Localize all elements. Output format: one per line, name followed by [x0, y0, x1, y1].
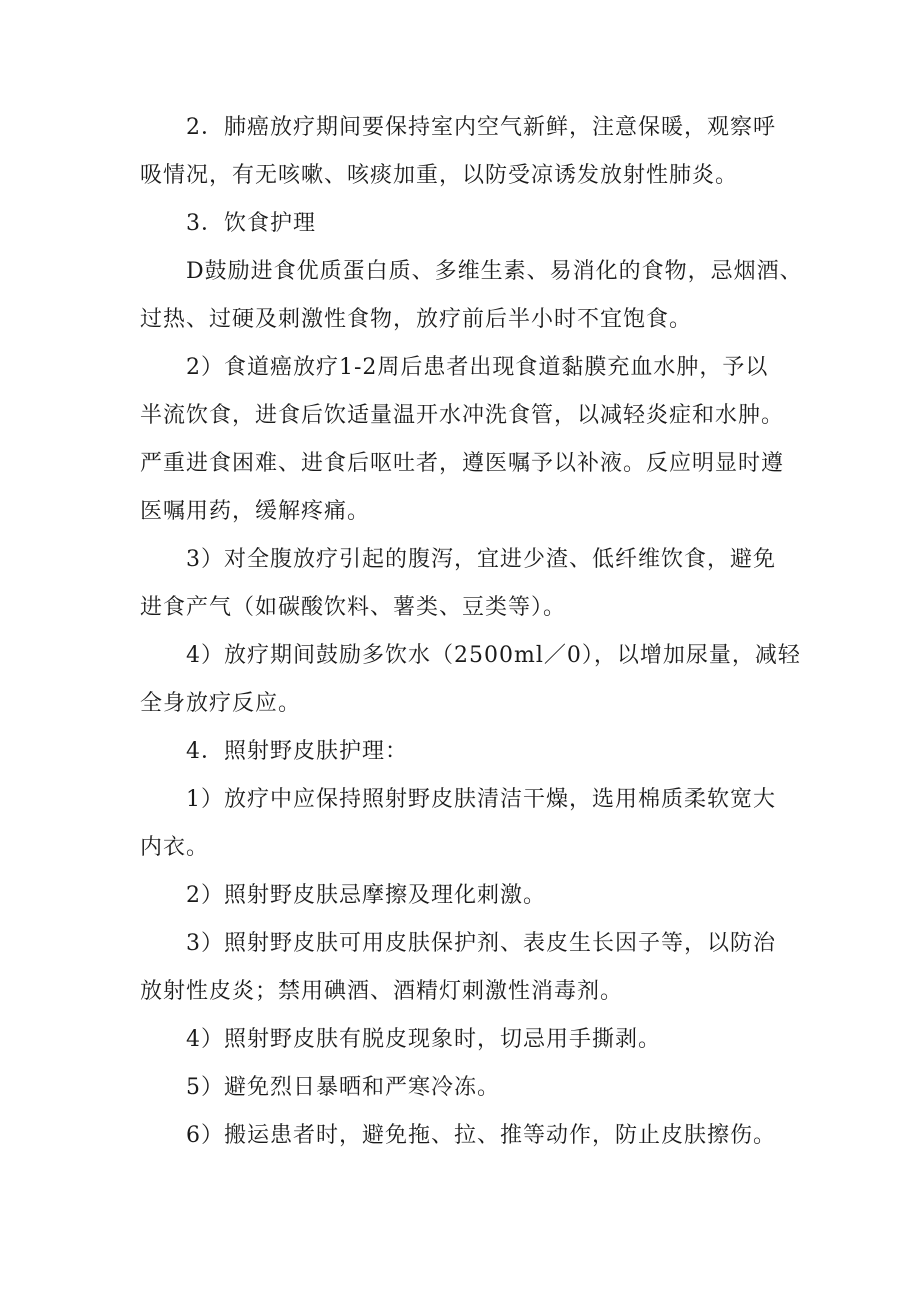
paragraph-skin-2 — [140, 872, 800, 920]
text-line: 内衣。 — [140, 835, 210, 860]
text-line: D鼓励进食优质蛋白质、多维生素、易消化的食物，忌烟酒、 — [186, 259, 803, 284]
paragraph-skin-6 — [140, 1112, 800, 1160]
paragraph-diet-2 — [140, 344, 800, 536]
text-line: 3）照射野皮肤可用皮肤保护剂、表皮生长因子等，以防治 — [186, 931, 776, 956]
paragraph-diet-3 — [140, 536, 800, 632]
paragraph-lung-cancer-care — [140, 104, 800, 200]
paragraph-diet-1 — [140, 248, 803, 344]
paragraph-diet-4 — [140, 632, 800, 728]
text-line: 5）避免烈日暴晒和严寒冷冻。 — [186, 1075, 500, 1100]
text-line: 4）放疗期间鼓励多饮水（2500ml／0），以增加尿量，减轻 — [186, 643, 801, 668]
paragraph-skin-3 — [140, 920, 800, 1016]
text-line: 医嘱用药，缓解疼痛。 — [140, 499, 371, 524]
text-line: 3．饮食护理 — [186, 211, 316, 236]
text-line: 1）放疗中应保持照射野皮肤清洁干燥，选用棉质柔软宽大 — [186, 787, 776, 812]
paragraph-skin-5 — [140, 1064, 800, 1112]
text-line: 6）搬运患者时，避免拖、拉、推等动作，防止皮肤擦伤。 — [186, 1123, 776, 1148]
paragraph-skin-1 — [140, 776, 800, 872]
text-line: 过热、过硬及刺激性食物，放疗前后半小时不宜饱食。 — [140, 307, 693, 332]
text-line: 吸情况，有无咳嗽、咳痰加重，以防受凉诱发放射性肺炎。 — [140, 163, 739, 188]
text-line: 全身放疗反应。 — [140, 691, 302, 716]
text-line: 2）照射野皮肤忌摩擦及理化刺激。 — [186, 883, 546, 908]
text-line: 2）食道癌放疗1-2周后患者出现食道黏膜充血水肿，予以 — [186, 355, 769, 380]
section-heading-diet-care — [140, 200, 800, 248]
document-body — [140, 104, 803, 1160]
text-line: 半流饮食，进食后饮适量温开水冲洗食管，以减轻炎症和水肿。 — [140, 403, 785, 428]
text-line: 3）对全腹放疗引起的腹泻，宜进少渣、低纤维饮食，避免 — [186, 547, 776, 572]
text-line: 4）照射野皮肤有脱皮现象时，切忌用手撕剥。 — [186, 1027, 661, 1052]
text-line: 放射性皮炎；禁用碘酒、酒精灯刺激性消毒剂。 — [140, 979, 624, 1004]
text-line: 进食产气（如碳酸饮料、薯类、豆类等）。 — [140, 595, 567, 620]
text-line: 4．照射野皮肤护理： — [186, 739, 408, 764]
section-heading-skin-care — [140, 728, 800, 776]
paragraph-skin-4 — [140, 1016, 800, 1064]
text-line: 2．肺癌放疗期间要保持室内空气新鲜，注意保暖，观察呼 — [186, 115, 776, 140]
text-line: 严重进食困难、进食后呕吐者，遵医嘱予以补液。反应明显时遵 — [140, 451, 785, 476]
